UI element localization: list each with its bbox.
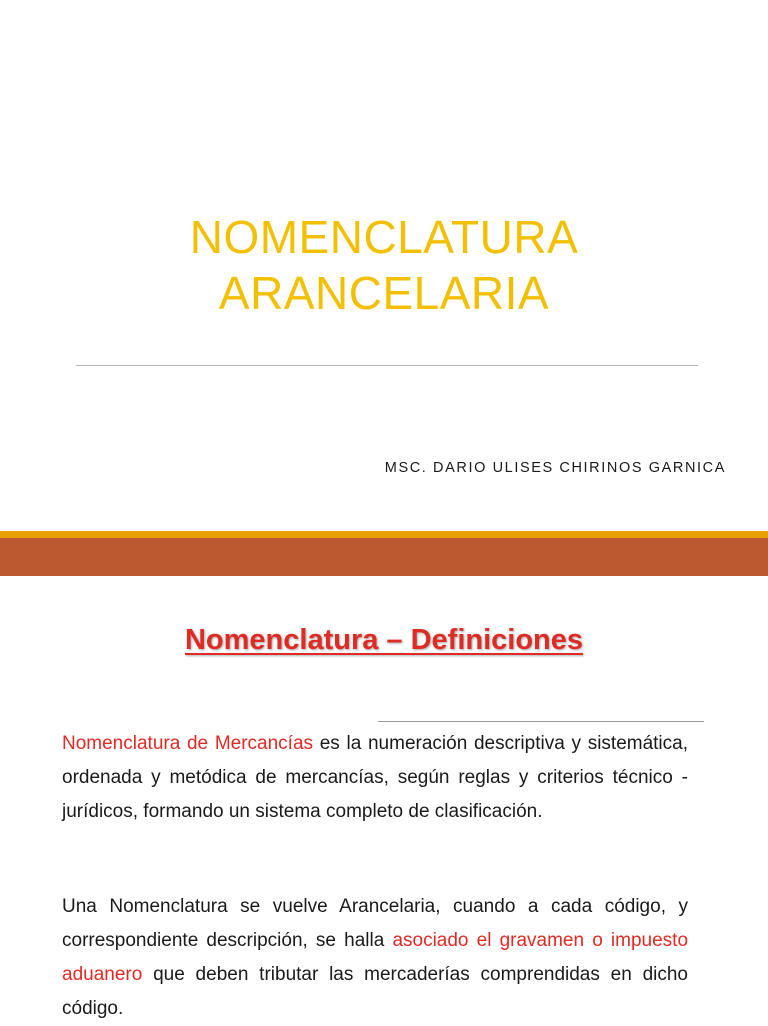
definition-text-end: que deben tributar las mercaderías comprendidas en dicho código. <box>62 964 688 1019</box>
footer-band-rust <box>0 538 768 576</box>
author-name: MSC. DARIO ULISES CHIRINOS GARNICA <box>384 460 726 476</box>
definitions-title: Nomenclatura – Definiciones <box>184 624 584 656</box>
definitions-divider <box>378 721 704 722</box>
definition-text: es la numeración descriptiva y sistemática, ordenada y metódica de mercancías, según reglas y criterios técnico - jurídicos, formando un sistema completo de clasificación. <box>62 733 689 822</box>
slide-title <box>0 209 768 321</box>
definition-term-highlight: Nomenclatura de Mercancías <box>62 733 314 754</box>
definitions-slide <box>0 576 768 1024</box>
slide-title-line-2: ARANCELARIA <box>218 266 550 319</box>
definition-paragraph-2 <box>62 890 688 1026</box>
definition-text-start: Una Nomenclatura se vuelve Arancelaria, cuando a cada código, y correspondiente descripción, se halla <box>62 896 688 951</box>
definition-paragraph-1 <box>62 727 688 829</box>
footer-band-gold <box>0 531 768 538</box>
tariff-highlight: asociado el gravamen o impuesto aduanero <box>62 930 689 985</box>
slide-title-line-1: NOMENCLATURA <box>189 210 579 263</box>
title-divider <box>76 365 698 366</box>
